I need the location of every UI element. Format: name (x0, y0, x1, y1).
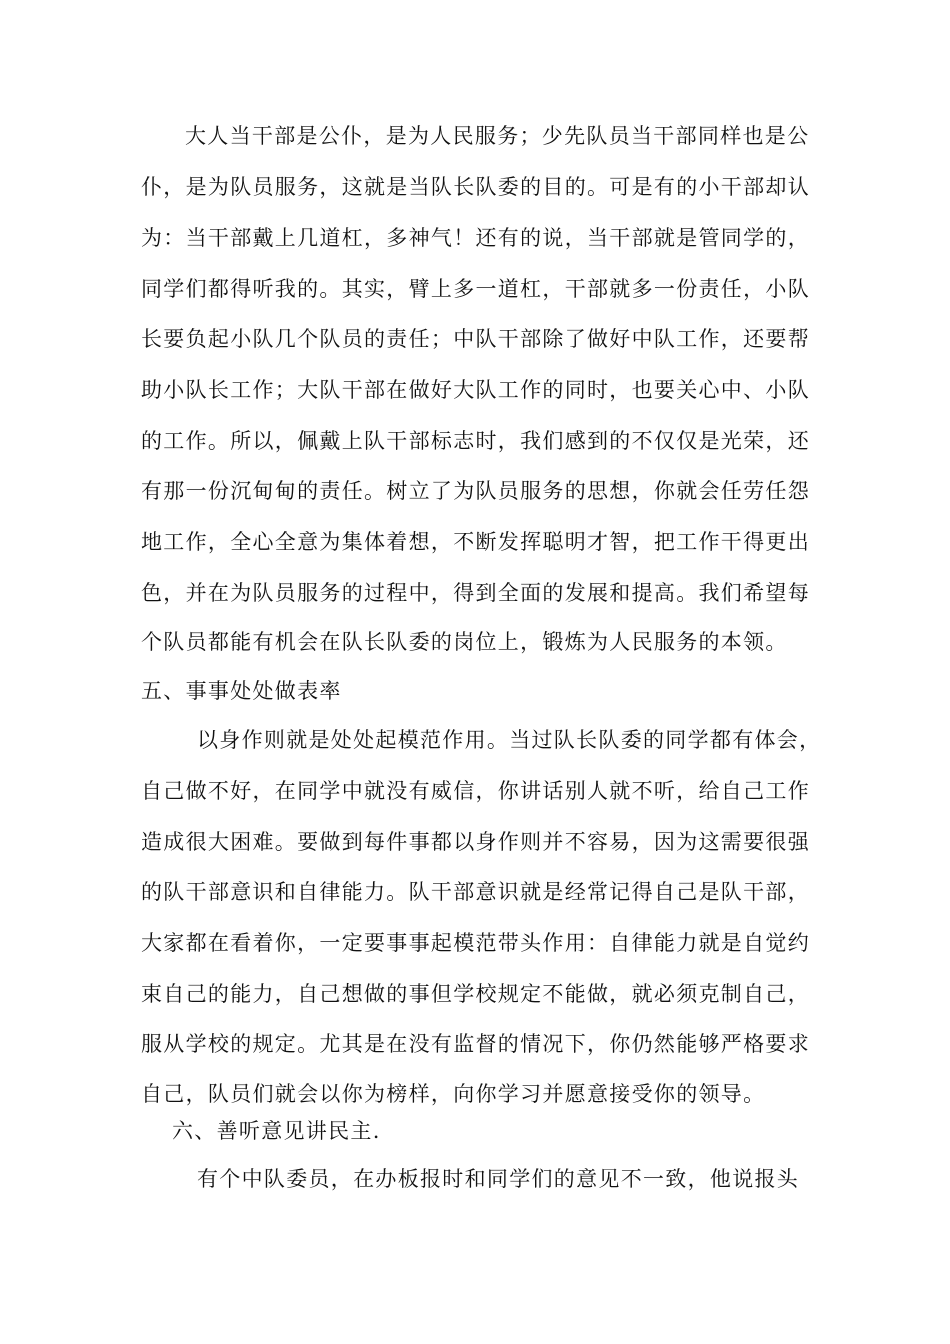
paragraph-2-line-4: 的队干部意识和自律能力。队干部意识就是经常记得自己是队干部， (141, 880, 810, 904)
paragraph-2-line-1: 以身作则就是处处起模范作用。当过队长队委的同学都有体会， (197, 728, 822, 752)
paragraph-1-line-6: 助小队长工作；大队干部在做好大队工作的同时，也要关心中、小队 (141, 378, 810, 402)
paragraph-2-line-5: 大家都在看着你，一定要事事起模范带头作用：自律能力就是自觉约 (141, 931, 810, 955)
paragraph-2-line-7: 服从学校的规定。尤其是在没有监督的情况下，你仍然能够严格要求 (141, 1032, 810, 1056)
paragraph-1-line-4: 同学们都得听我的。其实，臂上多一道杠，干部就多一份责任，小队 (141, 277, 810, 301)
paragraph-1-line-8: 有那一份沉甸甸的责任。树立了为队员服务的思想，你就会任劳任怨 (141, 479, 810, 503)
paragraph-1-line-11: 个队员都能有机会在队长队委的岗位上，锻炼为人民服务的本领。 (141, 630, 788, 654)
paragraph-1-line-1: 大人当干部是公仆，是为人民服务；少先队员当干部同样也是公 (185, 124, 810, 148)
paragraph-1-line-9: 地工作，全心全意为集体着想，不断发挥聪明才智，把工作干得更出 (141, 530, 810, 554)
section-heading-6: 六、善听意见讲民主. (172, 1119, 381, 1143)
paragraph-2-line-6: 束自己的能力，自己想做的事但学校规定不能做，就必须克制自己， (141, 982, 810, 1006)
paragraph-1-line-7: 的工作。所以，佩戴上队干部标志时，我们感到的不仅仅是光荣，还 (141, 429, 810, 453)
paragraph-2-line-8: 自己，队员们就会以你为榜样，向你学习并愿意接受你的领导。 (141, 1082, 766, 1106)
paragraph-1-line-10: 色，并在为队员服务的过程中，得到全面的发展和提高。我们希望每 (141, 581, 810, 605)
paragraph-1-line-2: 仆，是为队员服务，这就是当队长队委的目的。可是有的小干部却认 (141, 175, 810, 199)
paragraph-1-line-5: 长要负起小队几个队员的责任；中队干部除了做好中队工作，还要帮 (141, 327, 810, 351)
paragraph-2-line-2: 自己做不好，在同学中就没有威信，你讲话别人就不听，给自己工作 (141, 779, 810, 803)
paragraph-1-line-3: 为：当干部戴上几道杠，多神气！还有的说，当干部就是管同学的， (141, 226, 810, 250)
section-heading-5: 五、事事处处做表率 (141, 679, 342, 703)
paragraph-2-line-3: 造成很大困难。要做到每件事都以身作则并不容易，因为这需要很强 (141, 830, 810, 854)
paragraph-3-line-1: 有个中队委员，在办板报时和同学们的意见不一致，他说报头 (197, 1167, 800, 1191)
